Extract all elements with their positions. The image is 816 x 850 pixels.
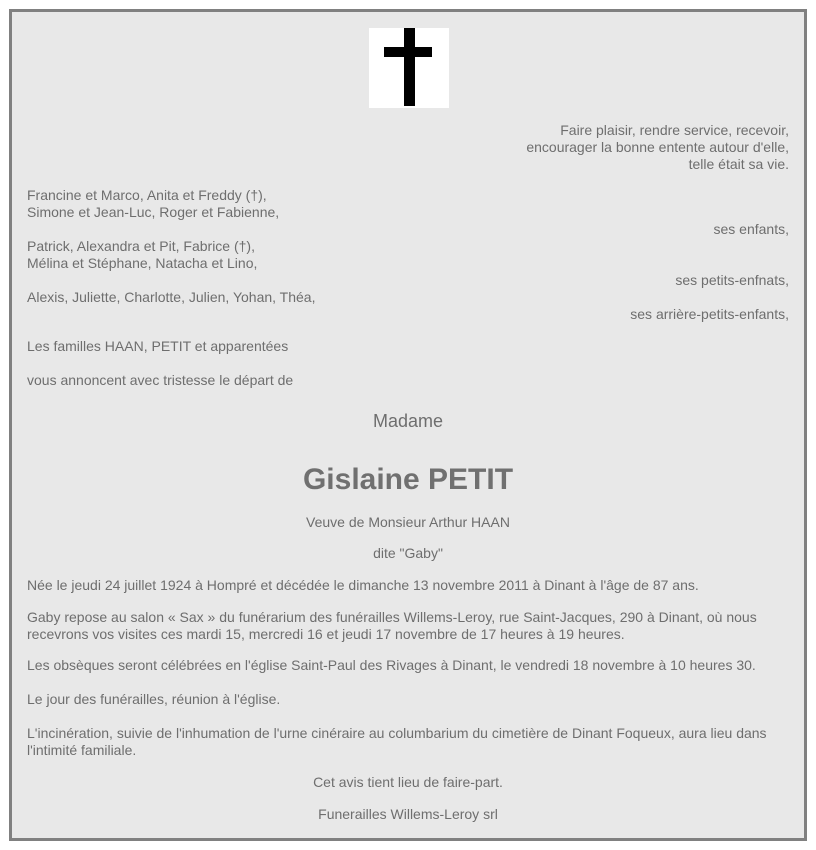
- cross-icon: [369, 28, 449, 108]
- paragraph-cremation: L'incinération, suivie de l'inhumation de l'urne cinéraire au columbarium du cimetière de Dinant Foqueux, aura lieu dans l'intimité familiale.: [27, 725, 767, 758]
- children-role: ses enfants,: [713, 221, 789, 237]
- paragraph-visitation: Gaby repose au salon « Sax » du funérarium des funérailles Willems-Leroy, rue Saint-Jacques, 290 à Dinant, où nous recevrons vos visites ces mardi 15, mercredi 16 et jeudi 17 novembre de 17 heures à 19 heures.: [27, 609, 757, 642]
- notice-line: Cet avis tient lieu de faire-part.: [313, 774, 503, 790]
- funeral-home: Funerailles Willems-Leroy srl: [318, 806, 498, 822]
- grandchildren-line: Mélina et Stéphane, Natacha et Lino,: [27, 255, 258, 271]
- deceased-name: Gislaine PETIT: [302, 463, 514, 496]
- paragraph-birth-death: Née le jeudi 24 juillet 1924 à Hompré et décédée le dimanche 13 novembre 2011 à Dinant à l'âge de 87 ans.: [27, 577, 699, 593]
- paragraph-funeral: Les obsèques seront célébrées en l'église Saint-Paul des Rivages à Dinant, le vendredi 18 novembre à 10 heures 30.: [27, 657, 756, 673]
- paragraph-meeting: Le jour des funérailles, réunion à l'église.: [27, 691, 281, 707]
- announce-line: vous annoncent avec tristesse le départ de: [27, 372, 294, 388]
- great-grandchildren-line: Alexis, Juliette, Charlotte, Julien, Yohan, Théa,: [27, 289, 316, 305]
- widow-of: Veuve de Monsieur Arthur HAAN: [306, 514, 510, 530]
- grandchildren-line: Patrick, Alexandra et Pit, Fabrice (†),: [27, 238, 255, 254]
- children-line: Simone et Jean-Luc, Roger et Fabienne,: [27, 204, 280, 220]
- nickname: dite "Gaby": [373, 545, 443, 561]
- quote-line: encourager la bonne entente autour d'elle,: [526, 139, 789, 155]
- quote-line: Faire plaisir, rendre service, recevoir,: [560, 122, 789, 138]
- obituary-card: [9, 9, 807, 841]
- honorific: Madame: [372, 411, 444, 431]
- families-line: Les familles HAAN, PETIT et apparentées: [27, 338, 289, 354]
- grandchildren-role: ses petits-enfnats,: [675, 272, 789, 288]
- quote-line: telle était sa vie.: [688, 156, 789, 172]
- children-line: Francine et Marco, Anita et Freddy (†),: [27, 187, 267, 203]
- great-grandchildren-role: ses arrière-petits-enfants,: [630, 306, 789, 322]
